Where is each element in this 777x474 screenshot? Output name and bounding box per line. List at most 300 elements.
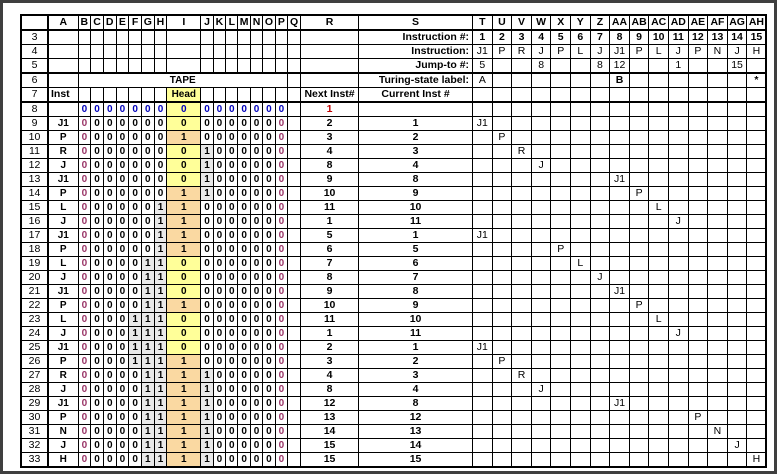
cell-S33[interactable]: 15 — [359, 453, 473, 468]
cell-M7[interactable] — [238, 88, 250, 103]
cell-B20[interactable]: 0 — [78, 271, 91, 285]
cell-Q30[interactable] — [288, 411, 301, 425]
cell-Z5[interactable]: 8 — [590, 59, 610, 74]
cell-O21[interactable]: 0 — [263, 285, 275, 299]
cell-AG8[interactable] — [727, 102, 747, 117]
cell-AG11[interactable] — [727, 145, 747, 159]
cell-B12[interactable]: 0 — [78, 159, 91, 173]
cell-AE31[interactable] — [688, 425, 708, 439]
cell-M27[interactable]: 0 — [238, 369, 250, 383]
cell-P4[interactable] — [275, 45, 287, 59]
cell-H11[interactable]: 0 — [154, 145, 167, 159]
cell-O19[interactable]: 0 — [263, 257, 275, 271]
cell-Y31[interactable] — [571, 425, 591, 439]
cell-AB28[interactable] — [629, 383, 649, 397]
cell-AG10[interactable] — [727, 131, 747, 145]
cell-AA32[interactable] — [610, 439, 630, 453]
cell-M12[interactable]: 0 — [238, 159, 250, 173]
cell-O15[interactable]: 0 — [263, 201, 275, 215]
cell-AC15[interactable]: L — [649, 201, 669, 215]
cell-N10[interactable]: 0 — [250, 131, 262, 145]
cell-AH15[interactable] — [747, 201, 767, 215]
cell-O8[interactable]: 0 — [263, 102, 275, 117]
cell-E10[interactable]: 0 — [116, 131, 129, 145]
cell-AH5[interactable] — [747, 59, 767, 74]
cell-P33[interactable]: 0 — [275, 453, 287, 468]
cell-AC23[interactable]: L — [649, 313, 669, 327]
cell-C17[interactable]: 0 — [91, 229, 104, 243]
cell-AB30[interactable] — [629, 411, 649, 425]
cell-C28[interactable]: 0 — [91, 383, 104, 397]
cell-AH11[interactable] — [747, 145, 767, 159]
cell-I23[interactable]: 0 — [167, 313, 201, 327]
cell-H19[interactable]: 1 — [154, 257, 167, 271]
cell-C19[interactable]: 0 — [91, 257, 104, 271]
cell-G32[interactable]: 1 — [141, 439, 154, 453]
cell-AA27[interactable] — [610, 369, 630, 383]
cell-I28[interactable]: 1 — [167, 383, 201, 397]
cell-R27[interactable]: 4 — [301, 369, 359, 383]
cell-Q33[interactable] — [288, 453, 301, 468]
cell-L32[interactable]: 0 — [226, 439, 238, 453]
cell-T7[interactable] — [473, 88, 493, 103]
cell-Z24[interactable] — [590, 327, 610, 341]
cell-M18[interactable]: 0 — [238, 243, 250, 257]
cell-E30[interactable]: 0 — [116, 411, 129, 425]
cell-Z20[interactable]: J — [590, 271, 610, 285]
cell-O29[interactable]: 0 — [263, 397, 275, 411]
col-header-AH[interactable]: AH — [747, 15, 767, 30]
cell-AE23[interactable] — [688, 313, 708, 327]
cell-H28[interactable]: 1 — [154, 383, 167, 397]
cell-B31[interactable]: 0 — [78, 425, 91, 439]
cell-B25[interactable]: 0 — [78, 341, 91, 355]
cell-AE11[interactable] — [688, 145, 708, 159]
cell-I11[interactable]: 0 — [167, 145, 201, 159]
cell-AD11[interactable] — [668, 145, 688, 159]
cell-C20[interactable]: 0 — [91, 271, 104, 285]
cell-A23[interactable]: L — [48, 313, 78, 327]
cell-V20[interactable] — [512, 271, 532, 285]
cell-W9[interactable] — [531, 117, 551, 131]
cell-N9[interactable]: 0 — [250, 117, 262, 131]
cell-J5[interactable] — [201, 59, 213, 74]
cell-AC21[interactable] — [649, 285, 669, 299]
cell-N25[interactable]: 0 — [250, 341, 262, 355]
cell-M25[interactable]: 0 — [238, 341, 250, 355]
cell-Q28[interactable] — [288, 383, 301, 397]
cell-G30[interactable]: 1 — [141, 411, 154, 425]
cell-Y26[interactable] — [571, 355, 591, 369]
cell-C4[interactable] — [91, 45, 104, 59]
cell-AC27[interactable] — [649, 369, 669, 383]
cell-O28[interactable]: 0 — [263, 383, 275, 397]
cell-L7[interactable] — [226, 88, 238, 103]
cell-G5[interactable] — [141, 59, 154, 74]
cell-T9[interactable]: J1 — [473, 117, 493, 131]
cell-AG18[interactable] — [727, 243, 747, 257]
cell-AA33[interactable] — [610, 453, 630, 468]
cell-B27[interactable]: 0 — [78, 369, 91, 383]
cell-R16[interactable]: 1 — [301, 215, 359, 229]
cell-AA30[interactable] — [610, 411, 630, 425]
cell-I21[interactable]: 0 — [167, 285, 201, 299]
cell-B28[interactable]: 0 — [78, 383, 91, 397]
cell-AH23[interactable] — [747, 313, 767, 327]
cell-K33[interactable]: 0 — [213, 453, 225, 468]
cell-X25[interactable] — [551, 341, 571, 355]
cell-H27[interactable]: 1 — [154, 369, 167, 383]
cell-AA21[interactable]: J1 — [610, 285, 630, 299]
cell-W21[interactable] — [531, 285, 551, 299]
cell-Y15[interactable] — [571, 201, 591, 215]
cell-AH8[interactable] — [747, 102, 767, 117]
cell-A27[interactable]: R — [48, 369, 78, 383]
cell-V3[interactable]: 3 — [512, 30, 532, 45]
cell-J11[interactable]: 1 — [201, 145, 213, 159]
cell-AA22[interactable] — [610, 299, 630, 313]
cell-AA20[interactable] — [610, 271, 630, 285]
cell-L21[interactable]: 0 — [226, 285, 238, 299]
cell-V15[interactable] — [512, 201, 532, 215]
cell-T13[interactable] — [473, 173, 493, 187]
cell-D11[interactable]: 0 — [103, 145, 116, 159]
cell-AD4[interactable]: J — [668, 45, 688, 59]
cell-M14[interactable]: 0 — [238, 187, 250, 201]
cell-T25[interactable]: J1 — [473, 341, 493, 355]
cell-E11[interactable]: 0 — [116, 145, 129, 159]
cell-AH28[interactable] — [747, 383, 767, 397]
cell-W24[interactable] — [531, 327, 551, 341]
cell-S24[interactable]: 11 — [359, 327, 473, 341]
cell-A4[interactable] — [48, 45, 78, 59]
cell-M9[interactable]: 0 — [238, 117, 250, 131]
row-header-5[interactable]: 5 — [21, 59, 48, 74]
cell-AB32[interactable] — [629, 439, 649, 453]
cell-AA25[interactable] — [610, 341, 630, 355]
cell-X8[interactable] — [551, 102, 571, 117]
cell-T22[interactable] — [473, 299, 493, 313]
cell-N8[interactable]: 0 — [250, 102, 262, 117]
cell-H13[interactable]: 0 — [154, 173, 167, 187]
cell-I17[interactable]: 1 — [167, 229, 201, 243]
cell-M10[interactable]: 0 — [238, 131, 250, 145]
cell-M4[interactable] — [238, 45, 250, 59]
cell-F17[interactable]: 0 — [129, 229, 142, 243]
cell-Q6[interactable] — [288, 73, 301, 88]
cell-E16[interactable]: 0 — [116, 215, 129, 229]
cell-O26[interactable]: 0 — [263, 355, 275, 369]
cell-Q19[interactable] — [288, 257, 301, 271]
cell-Y29[interactable] — [571, 397, 591, 411]
cell-Q16[interactable] — [288, 215, 301, 229]
cell-C13[interactable]: 0 — [91, 173, 104, 187]
cell-J28[interactable]: 1 — [201, 383, 213, 397]
cell-AH10[interactable] — [747, 131, 767, 145]
cell-M30[interactable]: 0 — [238, 411, 250, 425]
cell-C21[interactable]: 0 — [91, 285, 104, 299]
cell-AA17[interactable] — [610, 229, 630, 243]
cell-V11[interactable]: R — [512, 145, 532, 159]
cell-AC31[interactable] — [649, 425, 669, 439]
cell-U30[interactable] — [492, 411, 512, 425]
cell-H9[interactable]: 0 — [154, 117, 167, 131]
col-header-T[interactable]: T — [473, 15, 493, 30]
cell-J13[interactable]: 1 — [201, 173, 213, 187]
cell-AF23[interactable] — [708, 313, 728, 327]
cell-Q25[interactable] — [288, 341, 301, 355]
cell-J7[interactable] — [201, 88, 213, 103]
cell-AF28[interactable] — [708, 383, 728, 397]
row-header-8[interactable]: 8 — [21, 102, 48, 117]
cell-W23[interactable] — [531, 313, 551, 327]
cell-K7[interactable] — [213, 88, 225, 103]
cell-E7[interactable] — [116, 88, 129, 103]
cell-O25[interactable]: 0 — [263, 341, 275, 355]
cell-AF7[interactable] — [708, 88, 728, 103]
cell-AE28[interactable] — [688, 383, 708, 397]
cell-P19[interactable]: 0 — [275, 257, 287, 271]
cell-V23[interactable] — [512, 313, 532, 327]
cell-M21[interactable]: 0 — [238, 285, 250, 299]
row-header-13[interactable]: 13 — [21, 173, 48, 187]
cell-Z30[interactable] — [590, 411, 610, 425]
cell-K8[interactable]: 0 — [213, 102, 225, 117]
cell-O10[interactable]: 0 — [263, 131, 275, 145]
cell-Y18[interactable] — [571, 243, 591, 257]
cell-Q27[interactable] — [288, 369, 301, 383]
cell-V8[interactable] — [512, 102, 532, 117]
cell-G10[interactable]: 0 — [141, 131, 154, 145]
cell-W19[interactable] — [531, 257, 551, 271]
cell-AD19[interactable] — [668, 257, 688, 271]
cell-G31[interactable]: 1 — [141, 425, 154, 439]
cell-O7[interactable] — [263, 88, 275, 103]
cell-F14[interactable]: 0 — [129, 187, 142, 201]
cell-AE18[interactable] — [688, 243, 708, 257]
cell-N14[interactable]: 0 — [250, 187, 262, 201]
cell-X30[interactable] — [551, 411, 571, 425]
cell-R29[interactable]: 12 — [301, 397, 359, 411]
cell-Z7[interactable] — [590, 88, 610, 103]
cell-L25[interactable]: 0 — [226, 341, 238, 355]
cell-AA31[interactable] — [610, 425, 630, 439]
cell-D13[interactable]: 0 — [103, 173, 116, 187]
cell-X21[interactable] — [551, 285, 571, 299]
cell-B10[interactable]: 0 — [78, 131, 91, 145]
cell-Q9[interactable] — [288, 117, 301, 131]
cell-AD15[interactable] — [668, 201, 688, 215]
cell-N30[interactable]: 0 — [250, 411, 262, 425]
cell-D25[interactable]: 0 — [103, 341, 116, 355]
cell-AB14[interactable]: P — [629, 187, 649, 201]
cell-U28[interactable] — [492, 383, 512, 397]
cell-A14[interactable]: P — [48, 187, 78, 201]
cell-H23[interactable]: 1 — [154, 313, 167, 327]
cell-AD13[interactable] — [668, 173, 688, 187]
cell-K24[interactable]: 0 — [213, 327, 225, 341]
cell-AE30[interactable]: P — [688, 411, 708, 425]
cell-AF26[interactable] — [708, 355, 728, 369]
cell-AB13[interactable] — [629, 173, 649, 187]
cell-M29[interactable]: 0 — [238, 397, 250, 411]
cell-X32[interactable] — [551, 439, 571, 453]
col-header-Z[interactable]: Z — [590, 15, 610, 30]
cell-G27[interactable]: 1 — [141, 369, 154, 383]
cell-X12[interactable] — [551, 159, 571, 173]
cell-Z4[interactable]: J — [590, 45, 610, 59]
col-header-H[interactable]: H — [154, 15, 167, 30]
cell-AC18[interactable] — [649, 243, 669, 257]
cell-E5[interactable] — [116, 59, 129, 74]
cell-B11[interactable]: 0 — [78, 145, 91, 159]
cell-AF30[interactable] — [708, 411, 728, 425]
cell-Z10[interactable] — [590, 131, 610, 145]
col-header-O[interactable]: O — [263, 15, 275, 30]
cell-AD27[interactable] — [668, 369, 688, 383]
cell-AA29[interactable]: J1 — [610, 397, 630, 411]
cell-Y14[interactable] — [571, 187, 591, 201]
cell-M15[interactable]: 0 — [238, 201, 250, 215]
cell-AF32[interactable] — [708, 439, 728, 453]
cell-T27[interactable] — [473, 369, 493, 383]
cell-U7[interactable] — [492, 88, 512, 103]
cell-V31[interactable] — [512, 425, 532, 439]
cell-AC29[interactable] — [649, 397, 669, 411]
cell-K17[interactable]: 0 — [213, 229, 225, 243]
cell-AD28[interactable] — [668, 383, 688, 397]
cell-V6[interactable] — [512, 73, 532, 88]
cell-H22[interactable]: 1 — [154, 299, 167, 313]
cell-O5[interactable] — [263, 59, 275, 74]
cell-S18[interactable]: 5 — [359, 243, 473, 257]
cell-N33[interactable]: 0 — [250, 453, 262, 468]
cell-J27[interactable]: 1 — [201, 369, 213, 383]
row-header-15[interactable]: 15 — [21, 201, 48, 215]
cell-L8[interactable]: 0 — [226, 102, 238, 117]
row-header-20[interactable]: 20 — [21, 271, 48, 285]
cell-Y12[interactable] — [571, 159, 591, 173]
cell-I12[interactable]: 0 — [167, 159, 201, 173]
cell-V12[interactable] — [512, 159, 532, 173]
cell-V29[interactable] — [512, 397, 532, 411]
cell-G8[interactable]: 0 — [141, 102, 154, 117]
cell-Y6[interactable] — [571, 73, 591, 88]
cell-F28[interactable]: 0 — [129, 383, 142, 397]
cell-K22[interactable]: 0 — [213, 299, 225, 313]
cell-V19[interactable] — [512, 257, 532, 271]
cell-AH25[interactable] — [747, 341, 767, 355]
cell-AB10[interactable] — [629, 131, 649, 145]
row-header-6[interactable]: 6 — [21, 73, 48, 88]
cell-AA11[interactable] — [610, 145, 630, 159]
row-header-30[interactable]: 30 — [21, 411, 48, 425]
cell-T32[interactable] — [473, 439, 493, 453]
cell-AA19[interactable] — [610, 257, 630, 271]
cell-AC8[interactable] — [649, 102, 669, 117]
cell-AE12[interactable] — [688, 159, 708, 173]
cell-C29[interactable]: 0 — [91, 397, 104, 411]
cell-L3[interactable] — [226, 30, 238, 45]
cell-N19[interactable]: 0 — [250, 257, 262, 271]
cell-AC19[interactable] — [649, 257, 669, 271]
cell-AF13[interactable] — [708, 173, 728, 187]
cell-AA24[interactable] — [610, 327, 630, 341]
cell-B32[interactable]: 0 — [78, 439, 91, 453]
cell-E3[interactable] — [116, 30, 129, 45]
cell-AD8[interactable] — [668, 102, 688, 117]
cell-AG5[interactable]: 15 — [727, 59, 747, 74]
cell-W13[interactable] — [531, 173, 551, 187]
cell-H30[interactable]: 1 — [154, 411, 167, 425]
cell-L18[interactable]: 0 — [226, 243, 238, 257]
cell-AG28[interactable] — [727, 383, 747, 397]
cell-C8[interactable]: 0 — [91, 102, 104, 117]
cell-I15[interactable]: 1 — [167, 201, 201, 215]
cell-M16[interactable]: 0 — [238, 215, 250, 229]
cell-P14[interactable]: 0 — [275, 187, 287, 201]
cell-P10[interactable]: 0 — [275, 131, 287, 145]
cell-G4[interactable] — [141, 45, 154, 59]
cell-AD26[interactable] — [668, 355, 688, 369]
cell-AD25[interactable] — [668, 341, 688, 355]
cell-AF5[interactable] — [708, 59, 728, 74]
cell-E26[interactable]: 0 — [116, 355, 129, 369]
cell-Q21[interactable] — [288, 285, 301, 299]
cell-P23[interactable]: 0 — [275, 313, 287, 327]
cell-K23[interactable]: 0 — [213, 313, 225, 327]
cell-AE3[interactable]: 12 — [688, 30, 708, 45]
cell-AA28[interactable] — [610, 383, 630, 397]
cell-W20[interactable] — [531, 271, 551, 285]
cell-M22[interactable]: 0 — [238, 299, 250, 313]
cell-Q32[interactable] — [288, 439, 301, 453]
cell-S10[interactable]: 2 — [359, 131, 473, 145]
cell-Y13[interactable] — [571, 173, 591, 187]
cell-O27[interactable]: 0 — [263, 369, 275, 383]
cell-AB12[interactable] — [629, 159, 649, 173]
cell-Z12[interactable] — [590, 159, 610, 173]
cell-AF10[interactable] — [708, 131, 728, 145]
cell-E28[interactable]: 0 — [116, 383, 129, 397]
cell-K3[interactable] — [213, 30, 225, 45]
cell-AE25[interactable] — [688, 341, 708, 355]
cell-G3[interactable] — [141, 30, 154, 45]
cell-A31[interactable]: N — [48, 425, 78, 439]
cell-AE19[interactable] — [688, 257, 708, 271]
cell-P25[interactable]: 0 — [275, 341, 287, 355]
cell-U32[interactable] — [492, 439, 512, 453]
cell-A5[interactable] — [48, 59, 78, 74]
cell-V21[interactable] — [512, 285, 532, 299]
row-header-23[interactable]: 23 — [21, 313, 48, 327]
cell-W15[interactable] — [531, 201, 551, 215]
col-header-E[interactable]: E — [116, 15, 129, 30]
cell-U9[interactable] — [492, 117, 512, 131]
cell-AB15[interactable] — [629, 201, 649, 215]
cell-AE26[interactable] — [688, 355, 708, 369]
cell-A13[interactable]: J1 — [48, 173, 78, 187]
cell-V13[interactable] — [512, 173, 532, 187]
cell-R14[interactable]: 10 — [301, 187, 359, 201]
cell-M26[interactable]: 0 — [238, 355, 250, 369]
cell-AD24[interactable]: J — [668, 327, 688, 341]
cell-S12[interactable]: 4 — [359, 159, 473, 173]
cell-Q3[interactable] — [288, 30, 301, 45]
cell-F29[interactable]: 0 — [129, 397, 142, 411]
cell-D15[interactable]: 0 — [103, 201, 116, 215]
cell-D26[interactable]: 0 — [103, 355, 116, 369]
